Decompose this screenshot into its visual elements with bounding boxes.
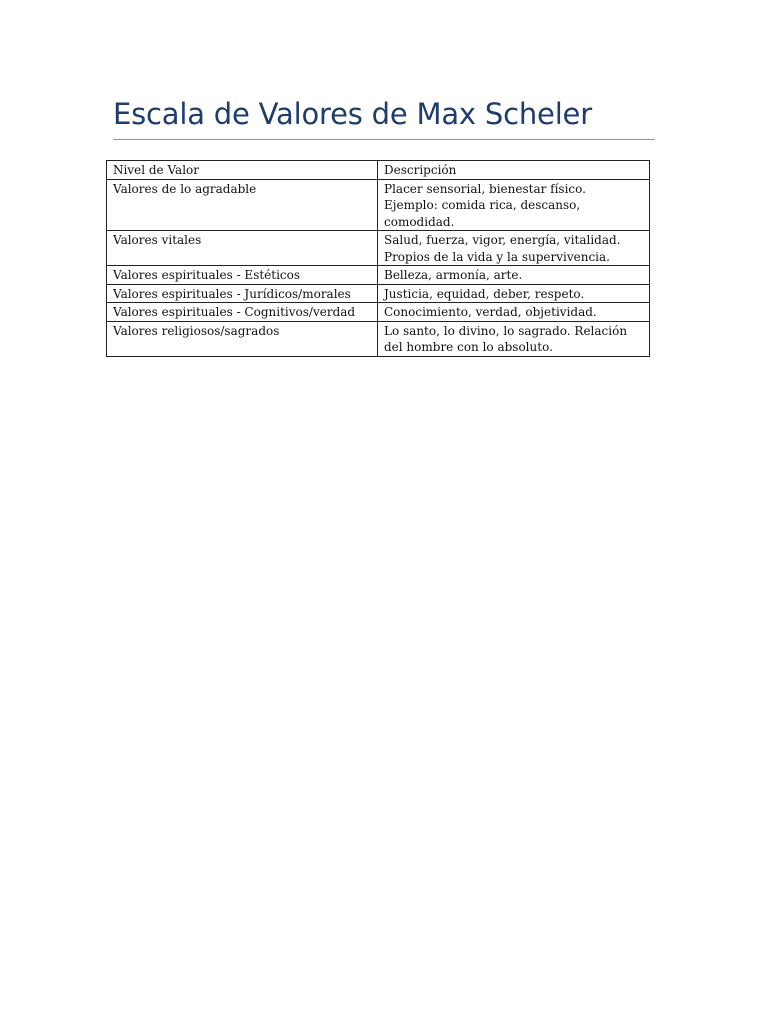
table-cell-description: Justicia, equidad, deber, respeto. <box>378 284 650 303</box>
table-cell-description: Lo santo, lo divino, lo sagrado. Relación del hombre con lo absoluto. <box>378 321 650 356</box>
table-cell-description: Placer sensorial, bienestar físico. Ejemplo: comida rica, descanso, comodidad. <box>378 179 650 231</box>
table-cell-level: Valores espirituales - Estéticos <box>107 266 378 285</box>
table-cell-level: Valores espirituales - Cognitivos/verdad <box>107 303 378 322</box>
table-cell-level: Valores de lo agradable <box>107 179 378 231</box>
table-cell-level: Valores religiosos/sagrados <box>107 321 378 356</box>
title-underline-rule <box>113 139 655 140</box>
table-row <box>107 179 650 231</box>
table-cell-description: Conocimiento, verdad, objetividad. <box>378 303 650 322</box>
table-row <box>107 231 650 266</box>
values-table <box>106 160 650 357</box>
table-row <box>107 321 650 356</box>
table-row <box>107 303 650 322</box>
header-descripcion: Descripción <box>378 161 650 180</box>
header-nivel-de-valor: Nivel de Valor <box>107 161 378 180</box>
table-cell-description: Salud, fuerza, vigor, energía, vitalidad. Propios de la vida y la supervivencia. <box>378 231 650 266</box>
table-header-row <box>107 161 650 180</box>
table-cell-level: Valores espirituales - Jurídicos/morales <box>107 284 378 303</box>
page-title: Escala de Valores de Max Scheler <box>113 97 592 131</box>
table-cell-level: Valores vitales <box>107 231 378 266</box>
table-row <box>107 266 650 285</box>
table-row <box>107 284 650 303</box>
table-cell-description: Belleza, armonía, arte. <box>378 266 650 285</box>
